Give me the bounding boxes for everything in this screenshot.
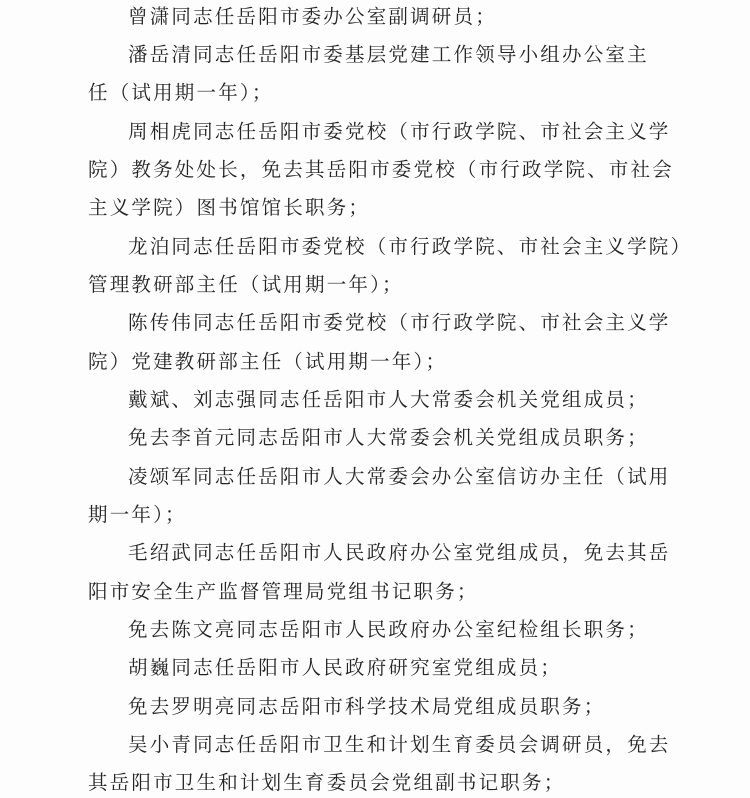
paragraph-line: 免去李首元同志岳阳市人大常委会机关党组成员职务； xyxy=(128,426,649,449)
paragraph-line: 阳市安全生产监督管理局党组书记职务； xyxy=(88,580,479,603)
paragraph-line: 戴斌、刘志强同志任岳阳市人大常委会机关党组成员； xyxy=(128,388,649,411)
paragraph-line: 凌颂军同志任岳阳市人大常委会办公室信访办主任（试用 xyxy=(128,465,671,488)
paragraph-line: 周相虎同志任岳阳市委党校（市行政学院、市社会主义学 xyxy=(128,120,671,143)
paragraph-line: 龙泊同志任岳阳市委党校（市行政学院、市社会主义学院） xyxy=(128,235,693,258)
paragraph-line: 吴小青同志任岳阳市卫生和计划生育委员会调研员，免去 xyxy=(128,733,671,756)
paragraph-line: 陈传伟同志任岳阳市委党校（市行政学院、市社会主义学 xyxy=(128,311,671,334)
paragraph-line: 院）党建教研部主任（试用期一年）； xyxy=(88,350,448,373)
paragraph-line: 胡巍同志任岳阳市人民政府研究室党组成员； xyxy=(128,656,563,679)
paragraph-line: 主义学院）图书馆馆长职务； xyxy=(88,196,371,219)
paragraph-line: 免去罗明亮同志岳阳市科学技术局党组成员职务； xyxy=(128,695,606,718)
paragraph-line: 免去陈文亮同志岳阳市人民政府办公室纪检组长职务； xyxy=(128,618,649,641)
paragraph-line: 管理教研部主任（试用期一年）； xyxy=(88,273,404,296)
paragraph-line: 潘岳清同志任岳阳市委基层党建工作领导小组办公室主 xyxy=(128,43,649,66)
paragraph-line: 曾潇同志任岳阳市委办公室副调研员； xyxy=(128,5,497,28)
paragraph-line: 院）教务处处长，免去其岳阳市委党校（市行政学院、市社会 xyxy=(88,158,674,181)
paragraph-line: 期一年）； xyxy=(88,503,187,526)
paragraph-line: 毛绍武同志任岳阳市人民政府办公室党组成员，免去其岳 xyxy=(128,541,671,564)
paragraph-line: 其岳阳市卫生和计划生育委员会党组副书记职务； xyxy=(88,771,566,794)
paragraph-line: 任（试用期一年）； xyxy=(88,81,274,104)
